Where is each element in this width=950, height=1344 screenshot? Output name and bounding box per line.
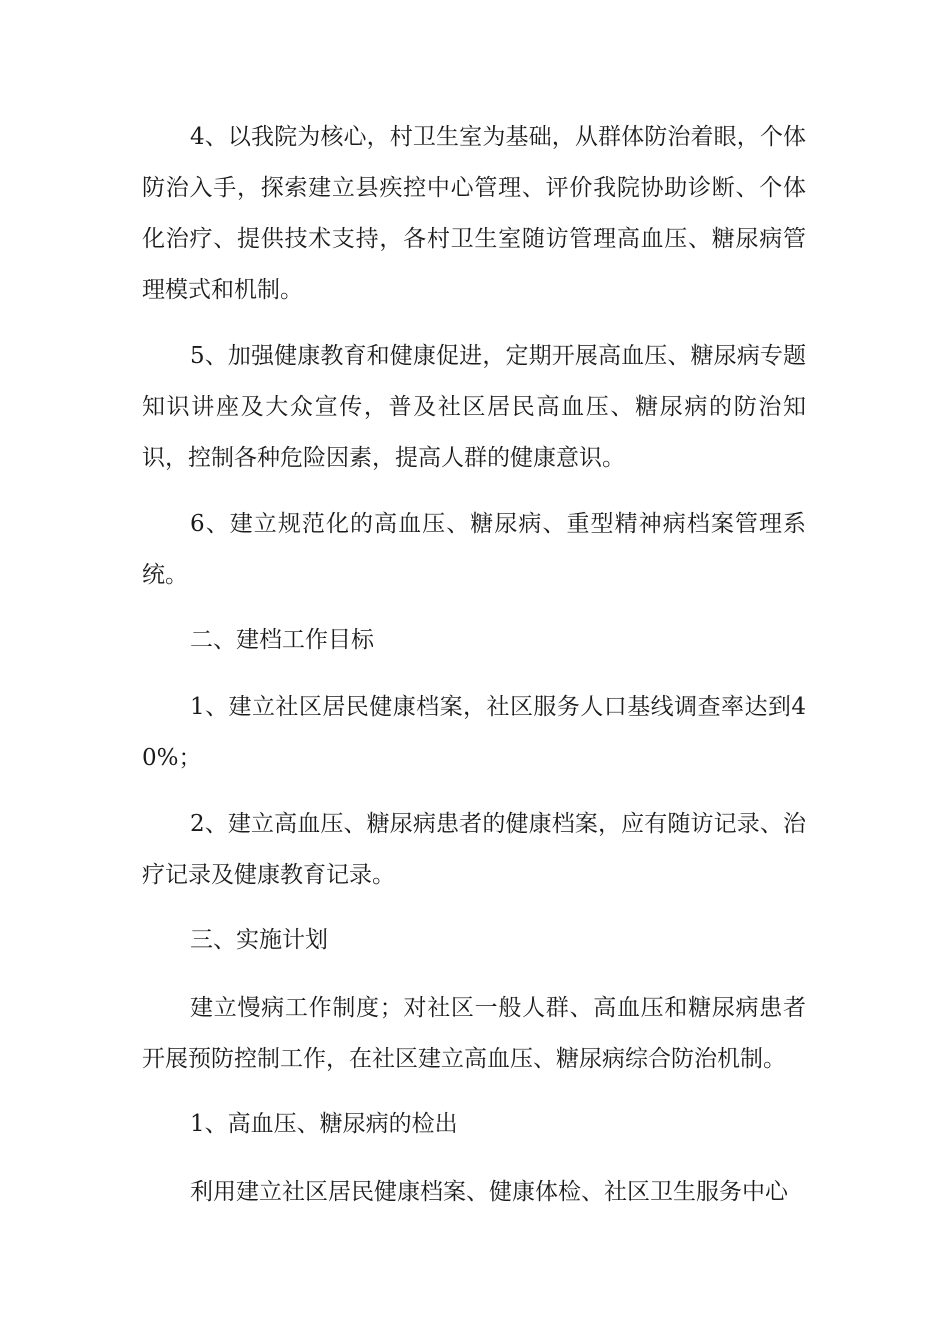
paragraph-item-6: 6、建立规范化的高血压、糖尿病、重型精神病档案管理系统。: [142, 511, 806, 588]
paragraph-item-4: 4、以我院为核心，村卫生室为基础，从群体防治着眼，个体防治入手，探索建立县疾控中心管理、评价我院协助诊断、个体化治疗、提供技术支持，各村卫生室随访管理高血压、糖尿病管理模式和机制。: [142, 124, 806, 303]
paragraph-item-5: 5、加强健康教育和健康促进，定期开展高血压、糖尿病专题知识讲座及大众宣传，普及社区居民高血压、糖尿病的防治知识，控制各种危险因素，提高人群的健康意识。: [142, 343, 806, 471]
goal-item-1: 1、建立社区居民健康档案，社区服务人口基线调查率达到40%；: [142, 694, 806, 771]
goal-item-2: 2、建立高血压、糖尿病患者的健康档案，应有随访记录、治疗记录及健康教育记录。: [142, 811, 806, 888]
plan-item-1-text: 利用建立社区居民健康档案、健康体检、社区卫生服务中心: [190, 1179, 788, 1205]
section-title-3: 三、实施计划: [190, 927, 328, 953]
plan-intro: 建立慢病工作制度；对社区一般人群、高血压和糖尿病患者开展预防控制工作，在社区建立高血压、糖尿病综合防治机制。: [142, 995, 806, 1072]
plan-item-1-title: 1、高血压、糖尿病的检出: [190, 1111, 458, 1137]
section-title-2: 二、建档工作目标: [190, 627, 374, 653]
